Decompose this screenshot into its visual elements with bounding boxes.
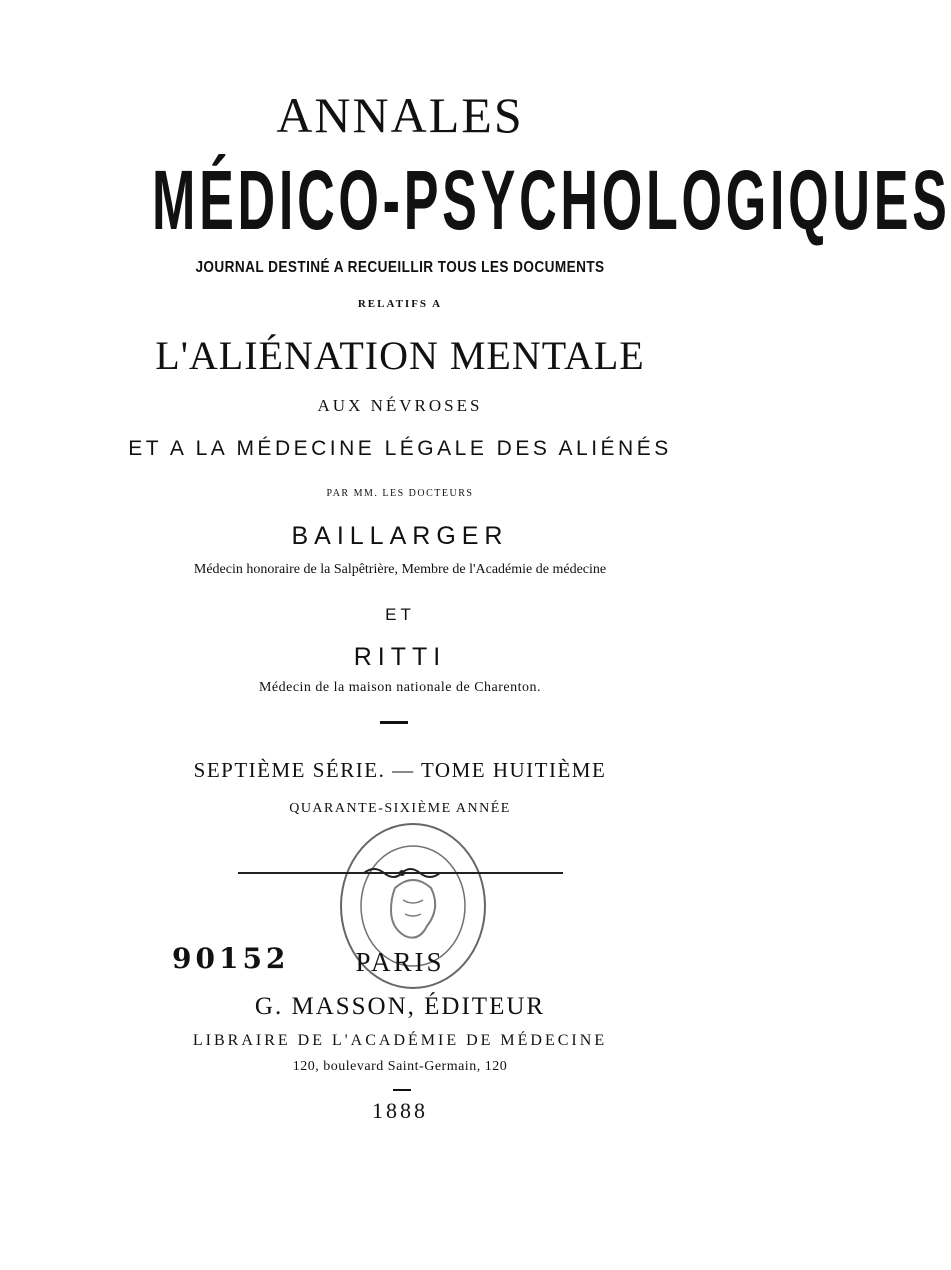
author-name-second: RITTI: [353, 643, 447, 671]
series-volume: SEPTIÈME SÉRIE. — TOME HUITIÈME: [193, 758, 607, 782]
author-role-first: Médecin honoraire de la Salpêtrière, Membre de l'Académie de médecine: [193, 562, 607, 577]
subtitle-line4: ET A LA MÉDECINE LÉGALE DES ALIÉNÉS: [128, 437, 672, 460]
ornament-icon: [362, 863, 442, 883]
imprint-publisher-note: LIBRAIRE DE L'ACADÉMIE DE MÉDECINE: [192, 1032, 608, 1049]
imprint-year: 1888: [372, 1098, 428, 1123]
subtitle-line3: AUX NÉVROSES: [317, 396, 483, 415]
imprint-city: PARIS: [355, 947, 445, 977]
authors-intro: PAR MM. LES DOCTEURS: [326, 488, 474, 499]
imprint-address: 120, boulevard Saint-Germain, 120: [292, 1059, 508, 1074]
year-label: QUARANTE-SIXIÈME ANNÉE: [289, 801, 511, 816]
author-name-first: BAILLARGER: [291, 522, 509, 550]
subject-title: L'ALIÉNATION MENTALE: [155, 333, 645, 378]
library-number: 90152: [172, 942, 290, 975]
journal-title-line2: MÉDICO-PSYCHOLOGIQUES: [152, 153, 951, 247]
divider-dash: [380, 721, 408, 724]
author-role-second: Médecin de la maison nationale de Charenton.: [258, 680, 542, 695]
imprint-publisher: G. MASSON, ÉDITEUR: [254, 993, 546, 1020]
subtitle-line2: RELATIFS A: [357, 298, 443, 310]
journal-title-line1: ANNALES: [276, 87, 524, 143]
subtitle-line1: JOURNAL DESTINÉ A RECUEILLIR TOUS LES DOCUMENTS: [195, 259, 605, 276]
divider-dash-small: [393, 1089, 411, 1091]
authors-conjunction: ET: [385, 605, 415, 624]
